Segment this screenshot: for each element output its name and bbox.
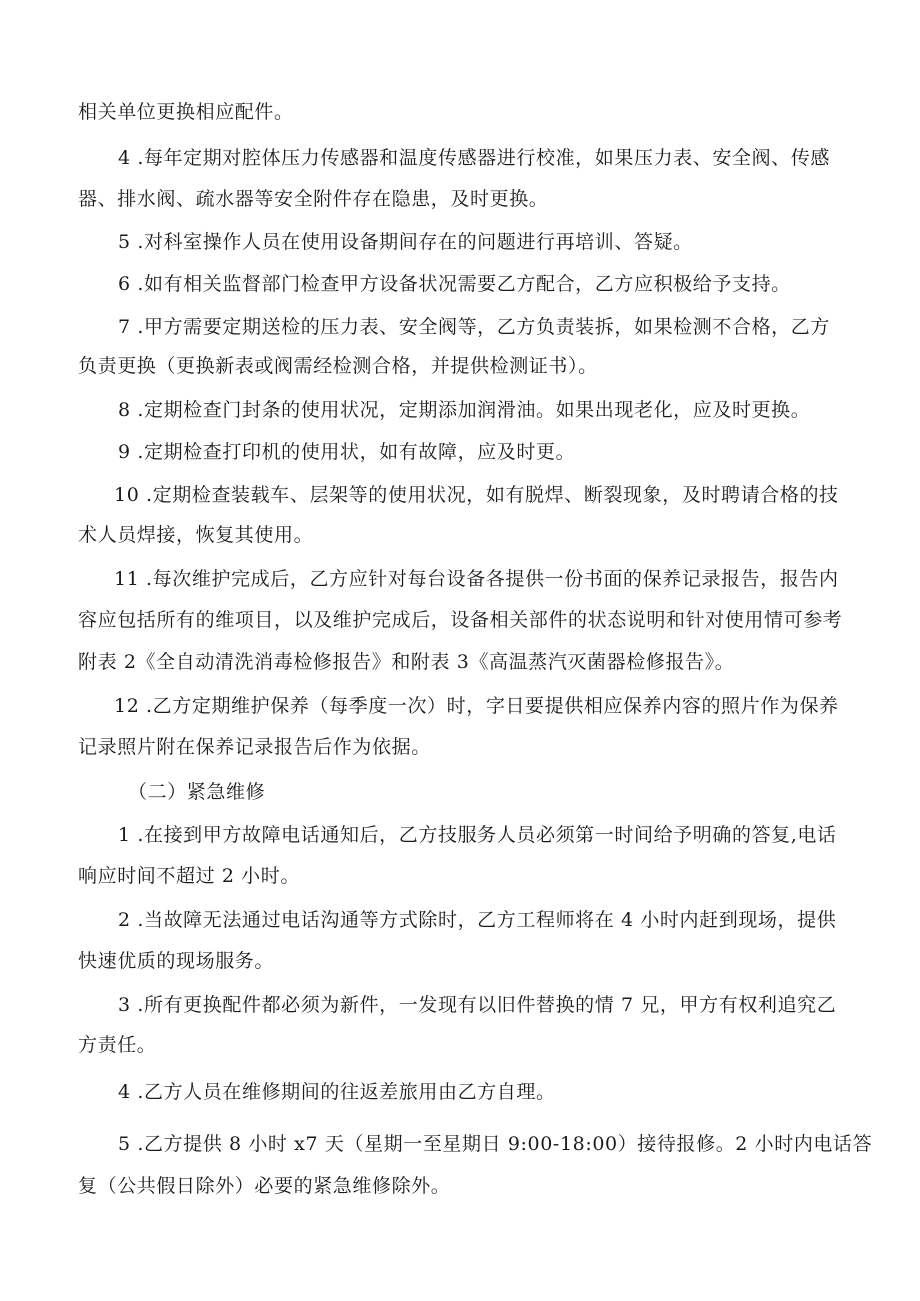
text-line: 2 .当故障无法通过电话沟通等方式除时，乙方工程师将在 4 小时内赶到现场，提供	[118, 909, 837, 931]
text-line: 11 .每次维护完成后，乙方应针对每台设备各提供一份书面的保养记录报告，报告内	[114, 568, 839, 590]
section-heading: （二）紧急维修	[128, 781, 266, 803]
text-line: 6 .如有相关监督部门检查甲方设备状况需要乙方配合，乙方应积极给予支持。	[118, 273, 791, 295]
text-line: 8 .定期检查门封条的使用状况，定期添加润滑油。如果出现老化，应及时更换。	[118, 399, 811, 421]
text-line: 器、排水阀、疏水器等安全附件存在隐患，及时更换。	[78, 188, 549, 210]
text-line: 4 .每年定期对腔体压力传感器和温度传感器进行校准，如果压力表、安全阀、传感	[118, 147, 830, 169]
text-line: 附表 2《全自动清洗消毒检修报告》和附表 3《高温蒸汽灭菌器检修报告》。	[78, 651, 735, 673]
text-line: 1 .在接到甲方故障电话通知后，乙方技服务人员必须第一时间给予明确的答复,电话	[118, 824, 837, 846]
text-line: 负责更换（更换新表或阀需经检测合格，并提供检测证书）。	[78, 355, 598, 377]
text-line: 5 .对科室操作人员在使用设备期间存在的问题进行再培训、答疑。	[118, 231, 693, 253]
text-line: 12 .乙方定期维护保养（每季度一次）时，字日要提供相应保养内容的照片作为保养	[114, 695, 839, 717]
text-line: 记录照片附在保养记录报告后作为依据。	[78, 736, 431, 758]
text-line: 复（公共假日除外）必要的紧急维修除外。	[78, 1175, 451, 1197]
text-line: 方责任。	[78, 1034, 157, 1056]
text-line: 5 .乙方提供 8 小时 x7 天（星期一至星期日 9:00-18:00）接待报修。2 小时内电话答	[118, 1133, 873, 1155]
text-line: 相关单位更换相应配件。	[78, 101, 294, 123]
text-line: 容应包括所有的维项目，以及维护完成后，设备相关部件的状态说明和针对使用情可参考	[78, 609, 843, 631]
text-line: 响应时间不超过 2 小时。	[78, 865, 300, 887]
text-line: 3 .所有更换配件都必须为新件，一发现有以旧件替换的情 7 兄，甲方有权利追究乙	[118, 994, 837, 1016]
text-line: 9 .定期检查打印机的使用状，如有故障，应及时更。	[118, 441, 576, 463]
text-line: 7 .甲方需要定期送检的压力表、安全阀等，乙方负责装拆，如果检测不合格，乙方	[118, 316, 830, 338]
text-line: 10 .定期检查装载车、层架等的使用状况，如有脱焊、断裂现象，及时聘请合格的技	[114, 484, 839, 506]
text-line: 4 .乙方人员在维修期间的往返差旅用由乙方自理。	[118, 1081, 556, 1103]
text-line: 术人员焊接，恢复其使用。	[78, 524, 314, 546]
text-line: 快速优质的现场服务。	[78, 950, 275, 972]
